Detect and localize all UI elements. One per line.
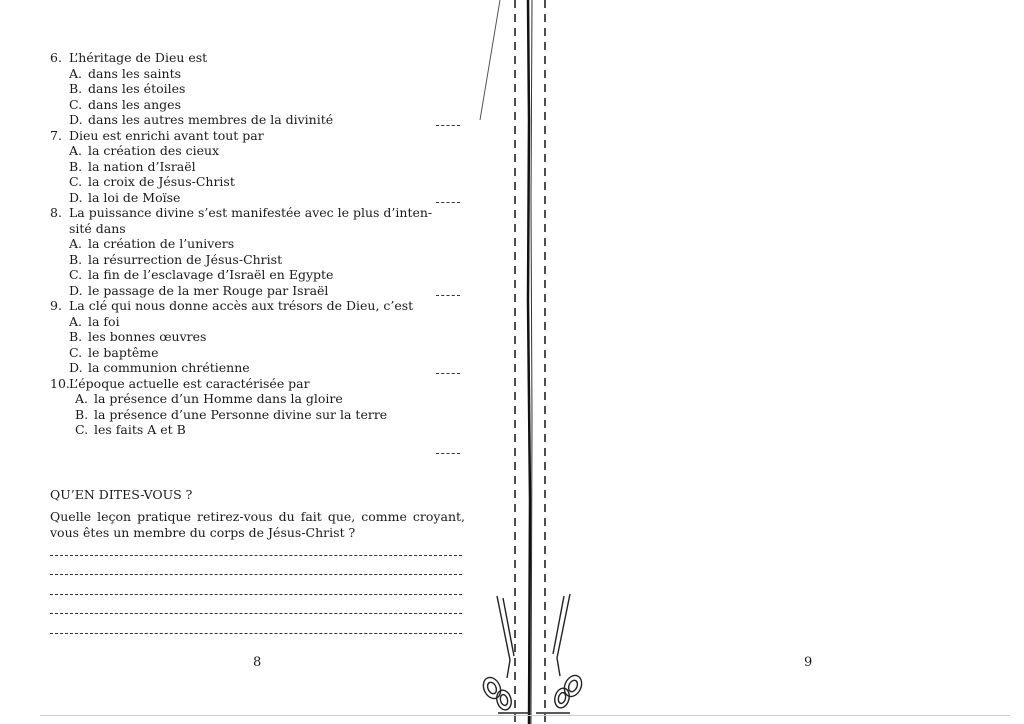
question-text: L’héritage de Dieu est [69, 50, 208, 65]
question-7 [50, 128, 465, 206]
section-question: Quelle leçon pratique retirez-vous du fait que, comme croyant, vous êtes un membre du corps de Jésus-Christ ? [50, 509, 465, 540]
left-page [0, 0, 470, 724]
option-d: D. la loi de Moïse [69, 189, 181, 205]
option-b: B. les bonnes œuvres [69, 329, 207, 344]
option-c: C. les faits A et B [75, 422, 186, 437]
question-10 [50, 376, 465, 456]
question-6 [50, 50, 465, 128]
answer-line[interactable] [50, 555, 462, 556]
right-page [560, 0, 1024, 724]
answer-line[interactable] [50, 574, 462, 575]
option-c: C. le baptême [69, 344, 159, 360]
option-a: A. la création des cieux [69, 143, 220, 158]
question-number: 8. [50, 205, 62, 220]
option-b: B. la résurrection de Jésus-Christ [69, 251, 283, 267]
question-number: 10. [50, 375, 70, 391]
question-list [50, 50, 465, 456]
question-text: La puissance divine s’est manifestée avec le plus d’inten- [69, 205, 433, 220]
answer-line[interactable] [50, 594, 462, 595]
answer-line[interactable] [50, 613, 462, 614]
question-number: 6. [50, 50, 62, 65]
answer-blank[interactable] [436, 125, 460, 126]
option-d: D. le passage de la mer Rouge par Israël [69, 282, 329, 298]
option-b: B. dans les étoiles [69, 81, 186, 96]
question-number: 9. [50, 298, 62, 313]
question-text-continued: sité dans [69, 220, 126, 236]
question-text: Dieu est enrichi avant tout par [69, 127, 264, 143]
answer-blank[interactable] [436, 373, 460, 374]
question-8 [50, 205, 465, 298]
option-c: C. dans les anges [69, 96, 181, 112]
answer-blank[interactable] [436, 295, 460, 296]
option-c: C. la croix de Jésus-Christ [69, 174, 235, 189]
option-d: D. la communion chrétienne [69, 360, 250, 375]
option-a: A. la foi [69, 313, 120, 329]
option-c: C. la fin de l’esclavage d’Israël en Egypte [69, 267, 334, 282]
question-text: La clé qui nous donne accès aux trésors de Dieu, c’est [69, 298, 414, 313]
option-a: A. dans les saints [69, 65, 182, 81]
question-text: L’époque actuelle est caractérisée par [69, 375, 310, 391]
answer-blank[interactable] [436, 453, 460, 454]
option-b: B. la présence d’une Personne divine sur la terre [75, 406, 388, 422]
question-9 [50, 298, 465, 376]
page-number-left: 8 [253, 655, 262, 670]
answer-line[interactable] [50, 633, 462, 634]
scissors-icon-left [480, 596, 530, 713]
option-d: D. dans les autres membres de la divinité [69, 112, 334, 127]
page-number-right: 9 [804, 655, 813, 670]
option-b: B. la nation d’Israël [69, 158, 196, 174]
answer-blank[interactable] [436, 202, 460, 203]
question-number: 7. [50, 127, 62, 143]
option-a: A. la présence d’un Homme dans la gloire [75, 391, 343, 406]
option-a: A. la création de l’univers [69, 236, 235, 251]
section-heading: QU’EN DITES-VOUS ? [50, 487, 193, 502]
